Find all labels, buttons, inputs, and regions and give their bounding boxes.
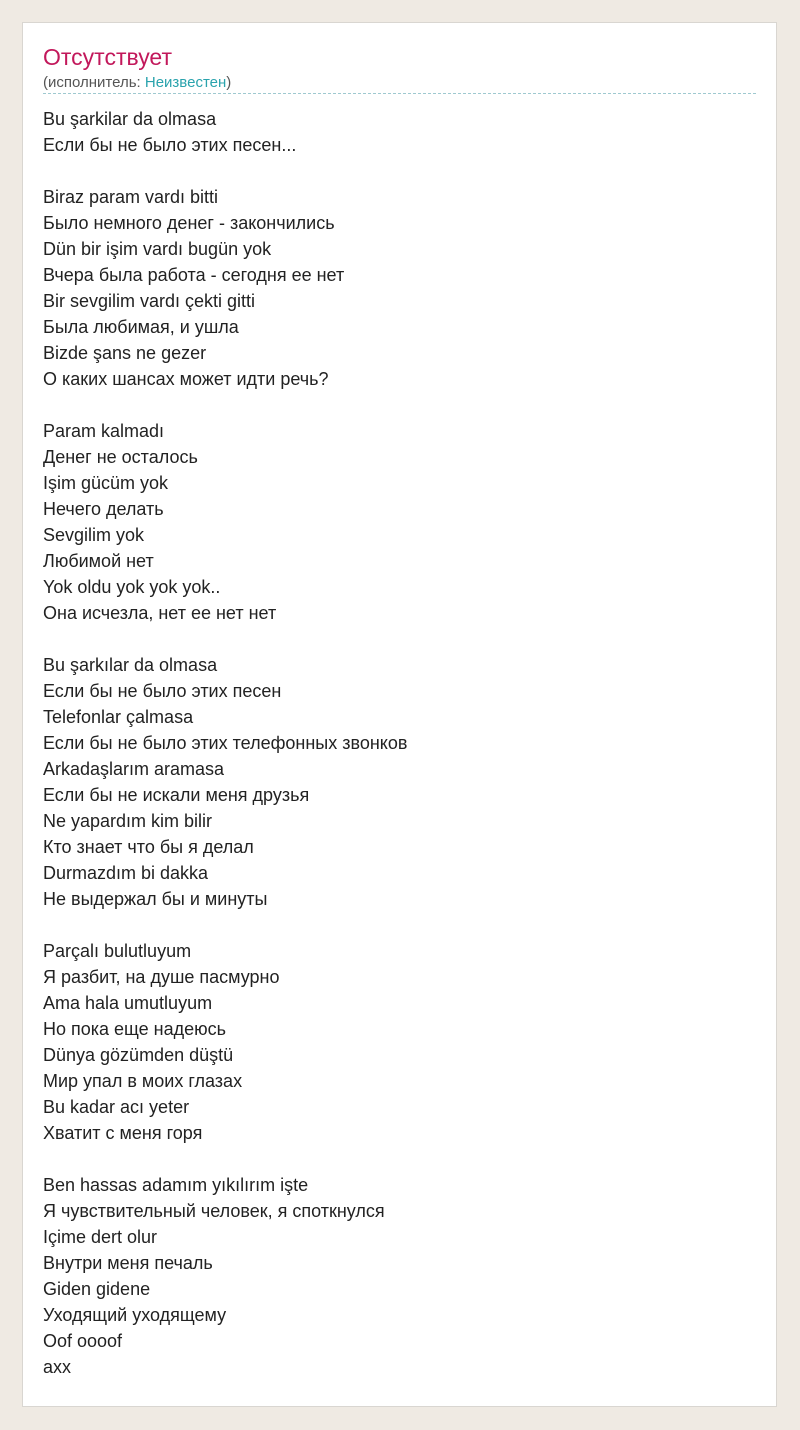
lyric-line: Если бы не было этих песен: [43, 681, 282, 701]
song-title: Отсутствует: [43, 44, 172, 70]
lyric-line: Biraz param vardı bitti: [43, 187, 219, 207]
artist-line: [43, 74, 231, 92]
lyric-line: Bu şarkilar da olmasa: [43, 109, 217, 129]
artist-link[interactable]: Неизвестен: [144, 74, 227, 91]
lyric-line: Bizde şans ne gezer: [43, 343, 207, 363]
lyric-line: Işim gücüm yok: [43, 473, 169, 493]
lyric-line: Была любимая, и ушла: [43, 317, 239, 337]
lyric-line: Oof oooof: [43, 1331, 123, 1351]
lyric-line: Любимой нет: [43, 551, 154, 571]
lyric-line: ахх: [43, 1357, 72, 1377]
lyrics-text: [43, 106, 407, 1380]
lyric-line: О каких шансах может идти речь?: [43, 369, 329, 389]
header-divider: [43, 93, 756, 94]
lyric-line: Нечего делать: [43, 499, 164, 519]
lyric-line: Если бы не было этих телефонных звонков: [43, 733, 408, 753]
lyric-line: Внутри меня печаль: [43, 1253, 213, 1273]
lyric-line: Но пока еще надеюсь: [43, 1019, 227, 1039]
stanza-break: [43, 392, 407, 418]
lyric-line: Кто знает что бы я делал: [43, 837, 254, 857]
lyric-line: Если бы не искали меня друзья: [43, 785, 310, 805]
lyric-line: Arkadaşlarım aramasa: [43, 759, 225, 779]
lyric-line: Yok oldu yok yok yok..: [43, 577, 221, 597]
lyric-line: Durmazdım bi dakka: [43, 863, 209, 883]
lyric-line: Я разбит, на душе пасмурно: [43, 967, 280, 987]
lyric-line: Sevgilim yok: [43, 525, 145, 545]
lyric-line: Не выдержал бы и минуты: [43, 889, 268, 909]
stanza-break: [43, 626, 407, 652]
lyric-line: Вчера была работа - сегодня ее нет: [43, 265, 345, 285]
artist-prefix: (исполнитель:: [43, 74, 145, 91]
stanza-break: [43, 158, 407, 184]
lyric-line: Parçalı bulutluyum: [43, 941, 192, 961]
lyric-line: Хватит с меня горя: [43, 1123, 203, 1143]
lyric-line: Ben hassas adamım yıkılırım işte: [43, 1175, 309, 1195]
lyric-line: Ama hala umutluyum: [43, 993, 213, 1013]
lyric-line: Bu kadar acı yeter: [43, 1097, 190, 1117]
lyric-line: Param kalmadı: [43, 421, 165, 441]
lyric-line: Мир упал в моих глазах: [43, 1071, 243, 1091]
lyric-line: Было немного денег - закончились: [43, 213, 335, 233]
lyric-line: Уходящий уходящему: [43, 1305, 227, 1325]
lyric-line: Telefonlar çalmasa: [43, 707, 194, 727]
lyric-line: Bu şarkılar da olmasa: [43, 655, 218, 675]
lyric-line: Ne yapardım kim bilir: [43, 811, 213, 831]
lyric-line: Dün bir işim vardı bugün yok: [43, 239, 272, 259]
artist-suffix: ): [226, 74, 232, 91]
stanza-break: [43, 912, 407, 938]
stanza-break: [43, 1146, 407, 1172]
lyric-line: Dünya gözümden düştü: [43, 1045, 234, 1065]
lyric-line: Giden gidene: [43, 1279, 151, 1299]
lyric-line: Içime dert olur: [43, 1227, 158, 1247]
lyric-line: Я чувствительный человек, я споткнулся: [43, 1201, 385, 1221]
lyric-line: Если бы не было этих песен...: [43, 135, 297, 155]
lyric-line: Bir sevgilim vardı çekti gitti: [43, 291, 256, 311]
lyric-line: Она исчезла, нет ее нет нет: [43, 603, 277, 623]
lyrics-card: [22, 22, 777, 1407]
lyric-line: Денег не осталось: [43, 447, 198, 467]
